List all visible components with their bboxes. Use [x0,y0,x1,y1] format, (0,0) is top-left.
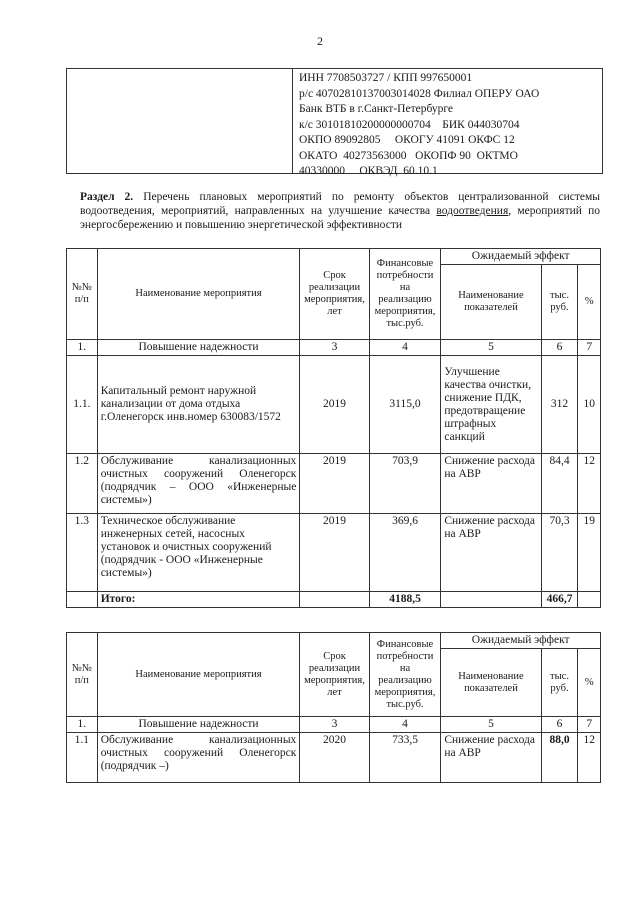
requisites-line: Банк ВТБ в г.Санкт-Петербурге [299,103,454,115]
row-thousand: 84,4 [541,454,578,514]
row-thousand: 88,0 [541,733,578,783]
total-thousand: 466,7 [541,592,578,608]
row-num: 1.3 [67,514,98,592]
index-row [67,340,601,356]
section-text-end: , мероприятий по энергосбережению и повышению энергетической эффективности [80,205,601,231]
index-row [67,717,601,733]
section-label: Раздел 2. [80,191,134,203]
requisites-line: 40330000 ОКВЭД 60.10.1 [299,165,438,177]
index-cell: 1. [67,717,98,733]
row-num: 1.1 [67,733,98,783]
index-cell: 7 [578,717,601,733]
measures-table-2020 [66,632,601,783]
section-text: Перечень плановых мероприятий по ремонту объектов централизованной системы водоотведения, мероприятий, направленных на улучшение качества [80,191,600,217]
index-cell: 5 [441,340,541,356]
row-percent: 12 [578,733,601,783]
index-cell: 1. [67,340,98,356]
table-row [67,514,601,592]
row-name: Обслуживание канализационных очистных сооружений Оленегорск (подрядчик – ООО «Инженерные системы») [97,454,300,514]
row-term: 2019 [300,454,369,514]
row-percent: 19 [578,514,601,592]
section-heading [80,190,600,232]
requisites-line: р/с 40702810137003014028 Филиал ОПЕРУ ОАО [299,87,540,100]
row-indicator: Снижение расхода на АВР [441,733,541,783]
header-percent: % [578,649,601,717]
total-empty [300,592,369,608]
header-effect: Ожидаемый эффект [441,249,601,265]
header-effect: Ожидаемый эффект [441,633,601,649]
index-cell: Повышение надежности [97,717,300,733]
header-indicator: Наименование показателей [441,265,541,340]
row-name: Техническое обслуживание инженерных сетей, насосных установок и очистных сооружений (подрядчик - ООО «Инженерные системы») [97,514,300,592]
header-name: Наименование мероприятия [97,249,300,340]
total-empty [67,592,98,608]
header-indicator: Наименование показателей [441,649,541,717]
total-finance: 4188,5 [369,592,441,608]
page-number: 2 [317,34,323,48]
table-row [67,454,601,514]
row-term: 2019 [300,356,369,454]
index-cell: 3 [300,717,369,733]
row-thousand: 70,3 [541,514,578,592]
section-underlined-word: водоотведения [436,205,509,217]
header-term: Срок реализации мероприятия, лет [300,633,369,717]
row-name: Обслуживание канализационных очистных сооружений Оленегорск (подрядчик –) [97,733,300,783]
requisites-line: к/с 30101810200000000704 БИК 044030704 [299,118,520,131]
index-cell: 5 [441,717,541,733]
total-label: Итого: [97,592,300,608]
measures-table-2019 [66,248,601,608]
row-indicator: Снижение расхода на АВР [441,454,541,514]
row-finance: 703,9 [369,454,441,514]
row-term: 2019 [300,514,369,592]
row-finance: 733,5 [369,733,441,783]
row-num: 1.1. [67,356,98,454]
row-name: Капитальный ремонт наружной канализации от дома отдыха г.Оленегорск инв.номер 630083/1572 [97,356,300,454]
row-percent: 12 [578,454,601,514]
total-row [67,592,601,608]
header-finance: Финансовые потребности на реализацию мероприятия, тыс.руб. [369,633,441,717]
row-indicator: Улучшение качества очистки, снижение ПДК, предотвращение штрафных санкций [441,356,541,454]
row-finance: 3115,0 [369,356,441,454]
requisites-line: ИНН 7708503727 / КПП 997650001 [299,72,473,84]
total-empty [441,592,541,608]
header-thousand: тыс. руб. [541,265,578,340]
header-thousand: тыс. руб. [541,649,578,717]
requisites-line: ОКПО 89092805 ОКОГУ 41091 ОКФС 12 [299,134,515,146]
row-indicator: Снижение расхода на АВР [441,514,541,592]
header-term: Срок реализации мероприятия, лет [300,249,369,340]
index-cell: 6 [541,717,578,733]
header-num: №№ п/п [67,633,98,717]
bank-requisites-box [66,68,603,177]
header-percent: % [578,265,601,340]
header-name: Наименование мероприятия [97,633,300,717]
index-cell: 3 [300,340,369,356]
table-row [67,356,601,454]
row-percent: 10 [578,356,601,454]
row-num: 1.2 [67,454,98,514]
header-num: №№ п/п [67,249,98,340]
index-cell: 6 [541,340,578,356]
requisites-line: ОКАТО 40273563000 ОКОПФ 90 ОКТМО [299,149,518,162]
index-cell: 4 [369,717,441,733]
row-term: 2020 [300,733,369,783]
requisites-text [293,69,602,177]
row-finance: 369,6 [369,514,441,592]
total-empty [578,592,601,608]
table-row [67,733,601,783]
index-cell: 7 [578,340,601,356]
requisites-empty-cell [67,69,293,173]
index-cell: Повышение надежности [97,340,300,356]
row-thousand: 312 [541,356,578,454]
header-finance: Финансовые потребности на реализацию мероприятия, тыс.руб. [369,249,441,340]
index-cell: 4 [369,340,441,356]
